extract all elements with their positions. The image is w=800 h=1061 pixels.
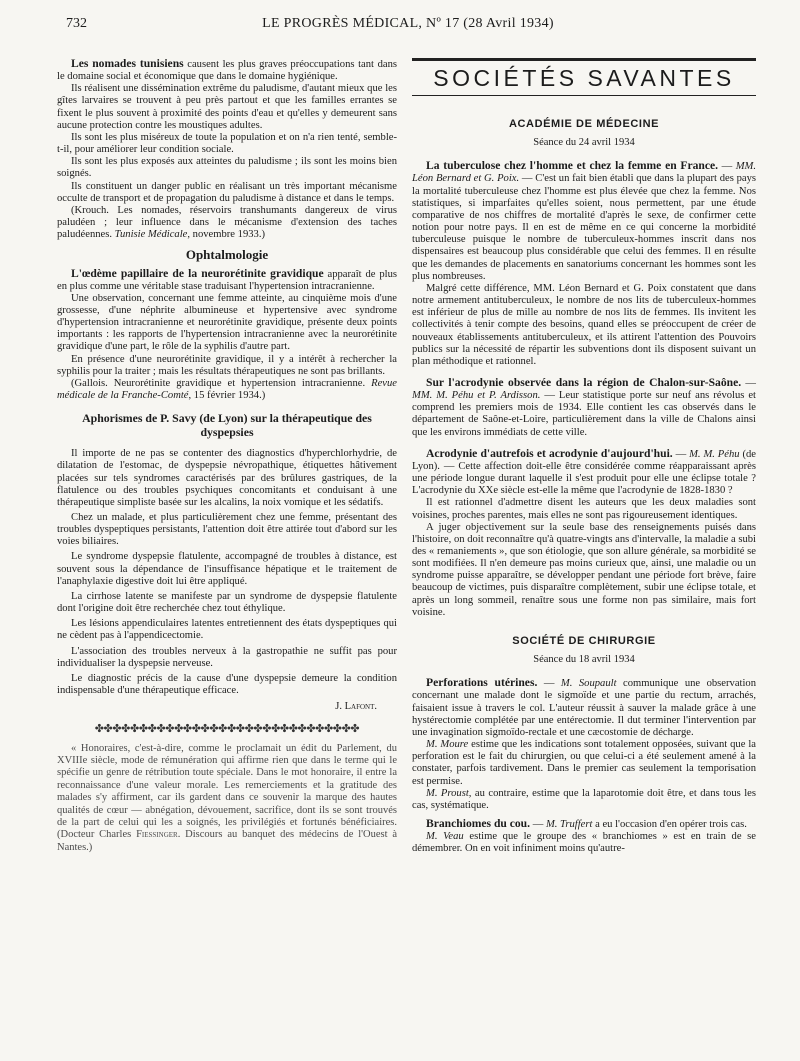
institution-heading: ACADÉMIE DE MÉDECINE bbox=[508, 118, 660, 130]
section-heading-ophtalmologie: Ophtalmologie bbox=[185, 247, 269, 263]
acrodynie-paragraph: A juger objectivement sur la seule base des renseignements puisés dans l'histoire, on doit reconnaître qu'à quatre-vingts ans d'intervalle, la maladie a subi des « remaniements », que son étiologie, que son allure générale, sa morbidité se sont modifiées. Il n'en demeure pas moins curieux que, ainsi, une maladie ou un syndrome puisse apparaître, se développer pendant une période fort brève, faire beaucoup de victimes, puis disparaître complètement, subir une éclipse totale, et après un long sommeil, renaître sous une forme non pas similaire, mais fort voisine. bbox=[412, 521, 756, 618]
left-column bbox=[57, 58, 397, 854]
aphorisme-paragraph: La cirrhose latente se manifeste par un syndrome de dyspepsie flatulente dont l'origine doit être recherchée chez tout éthylique. bbox=[57, 590, 397, 615]
veau-paragraph: M. Veau estime que le groupe des « branchiomes » est en train de se démembrer. On en voit infiniment moins qu'autre- bbox=[412, 831, 757, 855]
acrodynie-chalon-title: Sur l'acrodynie observée dans la région de Chalon-sur-Saône. bbox=[426, 375, 742, 389]
aphorisme-paragraph: Le diagnostic précis de la cause d'une dyspepsie demeure la condition indispensable d'une thérapeutique efficace. bbox=[57, 672, 397, 697]
page-number: 732 bbox=[66, 16, 87, 31]
nomades-intro: Les nomades tunisiens causent les plus graves préoccupations tant dans le domaine social et économique que dans le domaine hygiénique. bbox=[57, 57, 397, 83]
aphorisme-paragraph: Chez un malade, et plus particulièrement chez une femme, présentant des troubles dyspeptiques persistants, l'attention doit être attirée tout d'abord sur les voies biliaires. bbox=[57, 512, 397, 548]
acrodynie-chalon: Sur l'acrodynie observée dans la région de Chalon-sur-Saône. — MM. M. Péhu et P. Ardisson. — Leur statistique porte sur neuf ans révolus et comprend les premiers mois de 1934. Elle contient les cas observés dans le département de Saône-et-Loire, particulièrement dans la ville de Chalons ainsi que les environs immédiats de cette ville. bbox=[412, 375, 757, 438]
tuberculose-title: La tuberculose chez l'homme et chez la femme en France. bbox=[426, 159, 719, 173]
aphorisme-paragraph: Il importe de ne pas se contenter des diagnostics d'hyperchlorhydrie, de dilatation de l'estomac, de dyspepsie névropathique, étiquettes hâtivement placées sur tels syndromes caractérisés par des brûlures gastriques, de la flatulence ou des troubles psychiques concomitants et conduisant à une thérapeutique simpliste basée sur les alcalins, la noix vomique et les sédatifs. bbox=[57, 448, 397, 508]
acrodynie-autrefois-title: Acrodynie d'autrefois et acrodynie d'aujourd'hui. bbox=[426, 446, 673, 460]
tuberculose-paragraph: Malgré cette différence, MM. Léon Bernard et G. Poix constatent que dans notre armement antituberculeux, le nombre de nos lits de tuberculeux-hommes est inférieur de plus de mille au nombre de nos lits de femmes. Ils invitent les collectivités à tenir compte des besoins, quand elles se préoccupent de créer de nouveaux établissements antituberculeux, et ils attirent l'attention des Pouvoirs publics sur la nécessité de répartir les subventions dont ils disposent suivant un plan méthodique et rationnel. bbox=[412, 282, 756, 367]
societes-savantes-banner: SOCIÉTÉS SAVANTES bbox=[412, 58, 756, 96]
honoraires-quote: « Honoraires, c'est-à-dire, comme le proclamait un édit du Parlement, du XVIIIe siècle, mode de rémunération qui affirme rien que dans le terme qui le spécifie un genre de rétribution toute spéciale. Dans le mot honoraire, il entre la reconnaissance d'une valeur morale. Les remerciements et la gratitude des malades s'y affirment, car ils gardent dans ce souvenir la marque des hautes qualités de cœur — abnégation, dévouement, sacrifice, dont ils se sont trouvés de la part de celui qui les a soignés, les privilégiés et fortunés bénéficiaires. (Docteur Charles Fiessinger. Discours au banquet des médecins de l'Ouest à Nantes.) bbox=[57, 742, 398, 853]
aphorisme-paragraph: L'association des troubles nerveux à la gastropathie ne suffit pas pour individualiser la dyspepsie nerveuse. bbox=[57, 645, 397, 669]
ornamental-divider: ✤✤✤✤✤✤✤✤✤✤✤✤✤✤✤✤✤✤✤✤✤✤✤✤✤✤✤✤✤✤ bbox=[94, 723, 360, 736]
perforations-title: Perforations utérines. bbox=[426, 676, 538, 690]
aphorismes-title: Aphorismes de P. Savy (de Lyon) sur la thérapeutique des dyspepsies bbox=[82, 411, 372, 439]
nomades-paragraph: Ils sont les plus exposés aux atteintes du paludisme ; ils sont les moins bien soignés. bbox=[57, 156, 397, 180]
nomades-paragraph: Ils réalisent une dissémination extrême du paludisme, d'autant mieux que les gîtes larvaires se trouvent à peu près partout et que les familles errantes se fixent le plus souvent à proximité des points d'eau et qu'elles y demeurent sans aucune protection contre les moustiques adultes. bbox=[57, 83, 397, 131]
nomades-title: Les nomades tunisiens bbox=[71, 57, 184, 70]
branchiomes-title: Branchiomes du cou. bbox=[426, 816, 531, 830]
aphorisme-paragraph: Le syndrome dyspepsie flatulente, accompagné de troubles à distance, est souvent sous la dépendance de l'insuffisance hépatique et le traitement de l'anaphylaxie digestive doit lui être appliqué. bbox=[57, 551, 397, 587]
ophtalmo-intro: L'œdème papillaire de la neurorétinite gravidique apparaît de plus en plus comme une véritable stase traduisant l'hypertension intracranienne. bbox=[57, 266, 397, 292]
page-header bbox=[66, 16, 750, 32]
author-signature: J. Lafont. bbox=[335, 701, 377, 713]
ophtalmo-paragraph: En présence d'une neurorétinite gravidique, il y a intérêt à rechercher la syphilis pour la traiter ; mais les résultats thérapeutiques ne sont pas brillants. bbox=[57, 353, 397, 377]
tuberculose-intro: La tuberculose chez l'homme et chez la femme en France. — MM. Léon Bernard et G. Poix. — C'est un fait bien établi que dans la plupart des pays la mortalité tuberculeuse chez l'homme est plus élevée que chez la femme. Nos statistiques, si imparfaites qu'elles soient, nous permettent, par une étude comparative de nos chiffres de mortalité d'après le sexe, de confirmer cette notion pour notre pays. Il en est de même en ce qui concerne la morbidité tuberculeuse puisque le nombre de tuberculeux-hommes inscrit dans nos dispensaires est beaucoup plus considérable que celui des femmes. Il en résulte que les demandes de placements en sanatoriums concernant les hommes sont les plus nombreuses. bbox=[412, 159, 757, 282]
right-column bbox=[412, 58, 756, 855]
ophtalmo-reference: (Gallois. Neurorétinite gravidique et hypertension intracranienne. Revue médicale de la Franche-Comté, 15 février 1934.) bbox=[57, 377, 397, 402]
aphorisme-paragraph: Les lésions appendiculaires latentes entretiennent des états dyspeptiques qui ne cèdent pas à l'appendicectomie. bbox=[57, 618, 397, 642]
nomades-paragraph: Ils constituent un danger public en réalisant un très important mécanisme occulte de transport et de propagation du paludisme à distance et dans le temps. bbox=[57, 180, 397, 204]
moure-paragraph: M. Moure estime que les indications sont totalement opposées, suivant que la perforation est le fait du chirurgien, ou que celui-ci a été seulement amené à la constater, parfois tardivement. Dans le premier cas seulement la temporisation est permise. bbox=[412, 739, 756, 787]
seance-date: Séance du 24 avril 1934 bbox=[533, 137, 635, 149]
seance-date: Séance du 18 avril 1934 bbox=[533, 654, 635, 666]
proust-paragraph: M. Proust, au contraire, estime que la laparotomie doit être, et dans tous les cas, systématique. bbox=[412, 787, 756, 811]
nomades-reference: (Krouch. Les nomades, réservoirs transhumants dangereux de virus paludéen ; leur influence dans le mécanisme d'extension des taches paludéennes. Tunisie Médicale, novembre 1933.) bbox=[57, 204, 397, 241]
ophtalmo-title: L'œdème papillaire de la neurorétinite gravidique bbox=[71, 266, 324, 280]
acrodynie-paragraph: Il est rationnel d'admettre disent les auteurs que les deux maladies sont voisines, proches parentes, mais elles ne sont pas rigoureusement identiques. bbox=[412, 497, 756, 521]
running-title: LE PROGRÈS MÉDICAL, Nº 17 (28 Avril 1934) bbox=[262, 16, 554, 31]
institution-heading: SOCIÉTÉ DE CHIRURGIE bbox=[512, 634, 656, 647]
nomades-paragraph: Ils sont les plus miséreux de toute la population et on n'a rien tenté, semble-t-il, pour améliorer leur condition sociale. bbox=[57, 131, 397, 156]
perforations-intro: Perforations utérines. — M. Soupault communique une observation concernant une malade dont le sigmoïde et une partie du rectum, arrachés, faisaient issue à travers le col. L'auteur réussit à sauver la malade grâce à une hystérectomie complétée par une entérectomie. Il dut terminer l'intervention par une invagination sigmoïdo-rectale et une cæcostomie de décharge. bbox=[412, 676, 757, 738]
branchiomes-intro: Branchiomes du cou. — M. Truffert a eu l'occasion d'en opérer trois cas. bbox=[426, 816, 747, 830]
acrodynie-autrefois: Acrodynie d'autrefois et acrodynie d'aujourd'hui. — M. M. Péhu (de Lyon). — Cette affection doit-elle être considérée comme réapparaissant après une période longue durant laquelle il s'est produit pour elle une éclipse totale ? L'acrodynie du XXe siècle est-elle la même que l'acrodynie de 1828-1830 ? bbox=[412, 446, 757, 497]
ophtalmo-paragraph: Une observation, concernant une femme atteinte, au cinquième mois d'une grossesse, d'une néphrite albumineuse et hypertensive avec syndrome d'hypertension intracranienne et neurorétinite gravidique, présente deux points importants : les rapports de l'hypertension intracranienne avec la neurorétinite gravidique d'une part, le rôle de la syphilis d'autre part. bbox=[57, 292, 397, 353]
